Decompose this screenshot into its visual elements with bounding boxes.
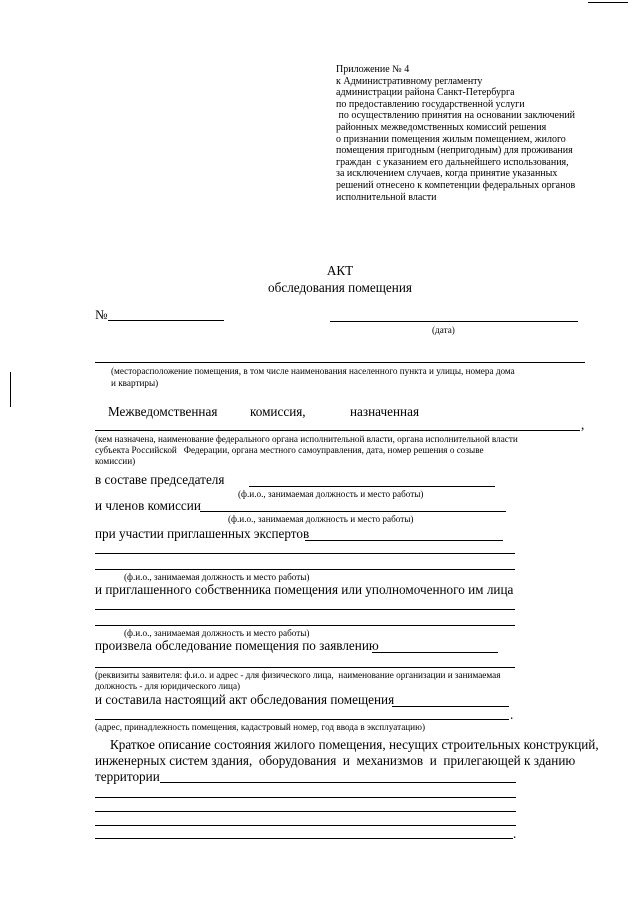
caption-line: субъекта Российской Федерации, органа местного самоуправления, дата, номер решения о созыве [95,445,484,455]
appendix-line: решений отнесено к компетенции федеральных органов [336,179,576,191]
owner-field[interactable] [95,609,515,610]
commission-word: Межведомственная [108,404,218,419]
description-field-4[interactable] [95,825,516,826]
date-field[interactable] [330,321,578,322]
caption-line: должность - для юридического лица) [95,681,241,691]
description-field-5[interactable] [95,838,513,839]
members-field[interactable] [200,511,506,512]
scan-mark [10,372,11,407]
description-line: территории [95,769,160,784]
description-field-3[interactable] [95,811,516,812]
chairman-field[interactable] [249,486,495,487]
chairman-caption: (ф.и.о., занимаемая должность и место работы) [238,489,424,499]
period-end: . [513,826,517,841]
owner-field-2[interactable] [95,625,515,626]
appendix-line: районных межведомственных комиссий решения [336,121,547,133]
appendix-line: о признании помещения жилым помещением, жилого [336,133,566,145]
survey-label: произвела обследование помещения по заявлению [95,638,379,653]
members-label: и членов комиссии [95,498,201,513]
description-field[interactable] [160,782,516,783]
experts-field-3[interactable] [95,569,515,570]
appendix-line: по осуществлению принятия на основании заключений [336,110,576,122]
survey-field[interactable] [372,652,498,653]
applicant-caption [95,670,500,692]
description-field-2[interactable] [95,797,516,798]
caption-line: (реквизиты заявителя: ф.и.о. и адрес - для физического лица, наименование организации и занимаемая [95,670,501,680]
experts-label: при участии приглашенных экспертов [95,526,310,541]
appendix-line: граждан с указанием его дальнейшего использования, [336,156,569,168]
chairman-label: в составе председателя [95,472,225,487]
comma: , [581,417,585,432]
appendix-line: за исключением случаев, когда принятие указанных [336,168,558,180]
document-subtitle: обследования помещения [268,280,412,295]
number-field[interactable] [108,320,224,321]
address-field[interactable] [95,719,509,720]
commission-word: назначенная [350,404,420,419]
description-line: Краткое описание состояния жилого помещения, несущих строительных конструкций, [110,737,599,752]
number-label: № [95,307,108,322]
commission-word: комиссия, [250,404,306,419]
scan-mark-top [588,2,628,3]
document-title: АКТ [326,263,354,278]
period: . [510,707,514,722]
date-caption: (дата) [432,325,455,335]
experts-caption: (ф.и.о., занимаемая должность и место работы) [124,572,310,582]
appendix-line: Приложение № 4 [336,64,410,75]
appendix-line: по предоставлению государственной услуги [336,98,525,110]
address-caption: (адрес, принадлежность помещения, кадастровый номер, год ввода в эксплуатацию) [95,722,426,732]
experts-field[interactable] [305,540,503,541]
description-line: инженерных систем здания, оборудования и механизмов и прилегающей к зданию [95,753,576,768]
experts-field-2[interactable] [95,553,515,554]
act-label: и составила настоящий акт обследования помещения [95,692,395,707]
appendix-line: администрации района Санкт-Петербурга [336,87,515,99]
location-caption: (месторасположение помещения, в том числе наименования населенного пункта и улицы, номера дома [111,366,515,376]
appendix-block [336,64,575,203]
location-caption-cont: и квартиры) [111,378,159,388]
act-field[interactable] [392,706,509,707]
appointed-caption [95,434,518,467]
location-field[interactable] [95,362,585,363]
appendix-line: помещения пригодным (непригодным) для проживания [336,145,573,157]
applicant-field[interactable] [95,667,515,668]
appendix-line: исполнительной власти [336,191,437,203]
caption-line: (кем назначена, наименование федерального органа исполнительной власти, органа исполнительной власти [95,434,518,444]
members-caption: (ф.и.о., занимаемая должность и место работы) [228,514,414,524]
owner-label: и приглашенного собственника помещения или уполномоченного им лица [95,582,514,597]
appendix-line: к Административному регламенту [336,75,483,87]
owner-caption: (ф.и.о., занимаемая должность и место работы) [124,628,310,638]
caption-line: комиссии) [95,456,136,466]
appointed-field[interactable] [95,430,580,431]
